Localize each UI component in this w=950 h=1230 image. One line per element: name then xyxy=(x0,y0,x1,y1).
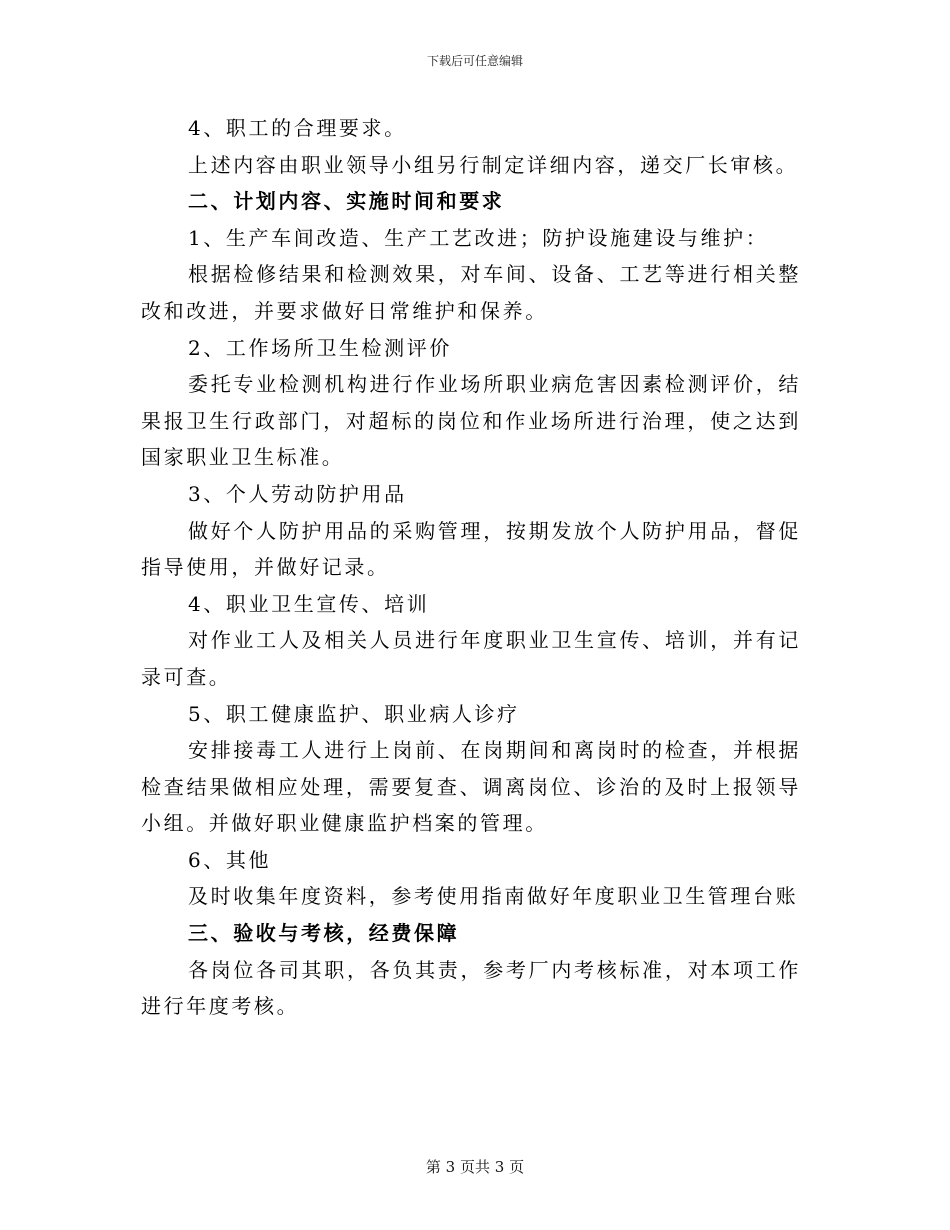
paragraph-item-4-title: 4、职业卫生宣传、培训 xyxy=(188,591,430,616)
page-header: 下载后可任意编辑 xyxy=(426,54,523,68)
paragraph-item-2-body: 委托专业检测机构进行作业场所职业病危害因素检测评价，结果报卫生行政部门，对超标的岗位和作业场所进行治理，使之达到国家职业卫生标准。 xyxy=(141,372,801,470)
paragraph-item-6-body: 及时收集年度资料，参考使用指南做好年度职业卫生管理台账 xyxy=(188,884,799,909)
paragraph-review-note: 上述内容由职业领导小组另行制定详细内容，递交厂长审核。 xyxy=(188,152,799,177)
section-heading-plan-content: 二、计划内容、实施时间和要求 xyxy=(188,189,505,214)
section-heading-acceptance: 三、验收与考核，经费保障 xyxy=(188,921,460,946)
paragraph-item-6-title: 6、其他 xyxy=(188,847,272,872)
paragraph-item-5-title: 5、职工健康监护、职业病人诊疗 xyxy=(188,701,520,726)
paragraph-item-4-requirements: 4、职工的合理要求。 xyxy=(188,116,407,140)
paragraph-item-3-body: 做好个人防护用品的采购管理，按期发放个人防护用品，督促指导使用，并做好记录。 xyxy=(141,518,801,580)
paragraph-item-2-title: 2、工作场所卫生检测评价 xyxy=(188,335,452,360)
paragraph-item-1-title: 1、生产车间改造、生产工艺改进；防护设施建设与维护： xyxy=(188,225,769,250)
paragraph-acceptance-body: 各岗位各司其职，各负其责，参考厂内考核标准，对本项工作进行年度考核。 xyxy=(141,957,801,1019)
paragraph-item-5-body: 安排接毒工人进行上岗前、在岗期间和离岗时的检查，并根据检查结果做相应处理，需要复查、调离岗位、诊治的及时上报领导小组。并做好职业健康监护档案的管理。 xyxy=(141,738,801,836)
paragraph-item-4-body: 对作业工人及相关人员进行年度职业卫生宣传、培训，并有记录可查。 xyxy=(141,628,801,689)
page-footer: 第 3 页共 3 页 xyxy=(425,1158,525,1176)
paragraph-item-3-title: 3、个人劳动防护用品 xyxy=(188,481,407,506)
document-body xyxy=(141,110,801,1025)
paragraph-item-1-body: 根据检修结果和检测效果，对车间、设备、工艺等进行相关整改和改进，并要求做好日常维护和保养。 xyxy=(141,262,801,323)
